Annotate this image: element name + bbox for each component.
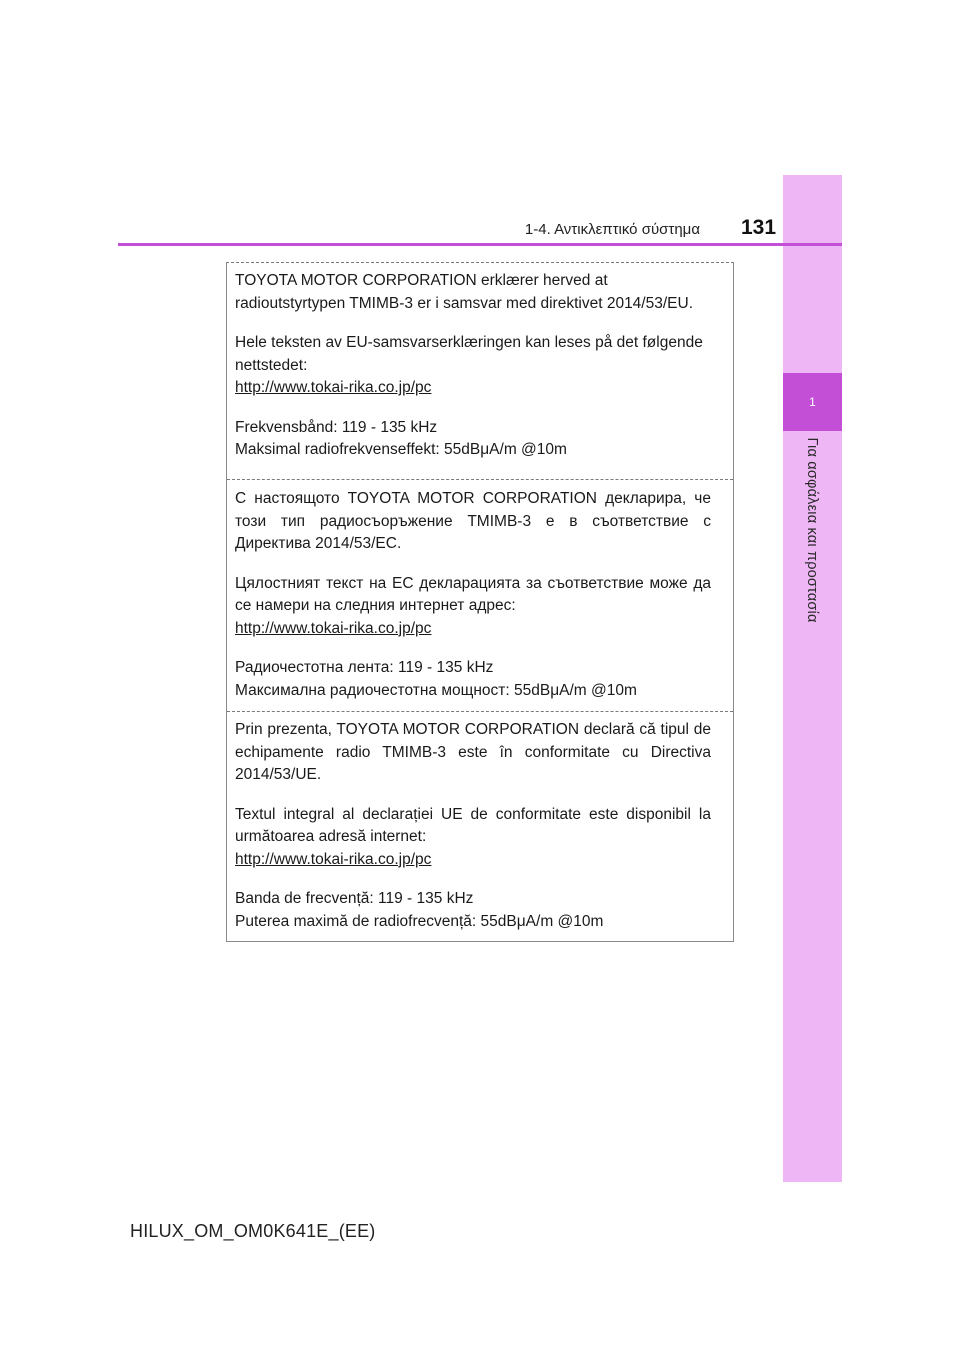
full-text: Цялостният текст на ЕС декларацията за съответствие може да се намери на следния интернет адрес: [235, 574, 711, 614]
declaration-link[interactable]: http://www.tokai-rika.co.jp/pc [235, 850, 432, 868]
declaration-norwegian [227, 263, 733, 479]
frequency-band: Радиочестотна лента: 119 - 135 kHz [235, 659, 494, 676]
full-text-line: nettstedet: [235, 356, 308, 374]
declaration-bulgarian [227, 479, 733, 711]
full-text-line: Hele teksten av EU-samsvarserklæringen kan leses på det følgende [235, 334, 703, 351]
declaration-table [226, 262, 734, 942]
chapter-number: 1 [809, 395, 816, 409]
frequency-band: Frekvensbånd: 119 - 135 kHz [235, 418, 438, 436]
full-text: Textul integral al declarației UE de conformitate este disponibil la următoarea adresă internet: [235, 805, 711, 845]
declaration-line: radioutstyrtypen TMIMB-3 er i samsvar med direktivet 2014/53/EU. [235, 294, 693, 312]
footer-document-code: HILUX_OM_OM0K641E_(EE) [130, 1221, 376, 1241]
declaration-text: Prin prezenta, TOYOTA MOTOR CORPORATION declară că tipul de echipamente radio TMIMB-3 este în conformitate cu Directiva 2014/53/UE. [235, 721, 711, 783]
side-tab [783, 175, 842, 1182]
max-power: Максимална радиочестотна мощност: 55dBμA/m @10m [235, 681, 637, 699]
chapter-number-tab [783, 373, 842, 431]
page-number: 131 [741, 216, 777, 239]
frequency-band: Banda de frecvență: 119 - 135 kHz [235, 890, 474, 907]
declaration-text: С настоящото TOYOTA MOTOR CORPORATION декларира, че този тип радиосъоръжение TMIMB-3 е в съответствие с Директива 2014/53/ЕС. [235, 490, 711, 552]
max-power: Puterea maximă de radiofrecvență: 55dBμA/m @10m [235, 912, 604, 930]
section-title: 1-4. Αντικλεπτικό σύστημα [524, 221, 700, 238]
max-power: Maksimal radiofrekvenseffekt: 55dBμA/m @10m [235, 441, 567, 458]
declaration-link[interactable]: http://www.tokai-rika.co.jp/pc [235, 619, 432, 637]
chapter-title: Για ασφάλεια και προστασία [804, 437, 820, 623]
declaration-line: TOYOTA MOTOR CORPORATION erklærer herved at [235, 272, 608, 289]
header-rule [118, 243, 842, 246]
declaration-romanian [227, 711, 733, 942]
declaration-link[interactable]: http://www.tokai-rika.co.jp/pc [235, 379, 432, 396]
